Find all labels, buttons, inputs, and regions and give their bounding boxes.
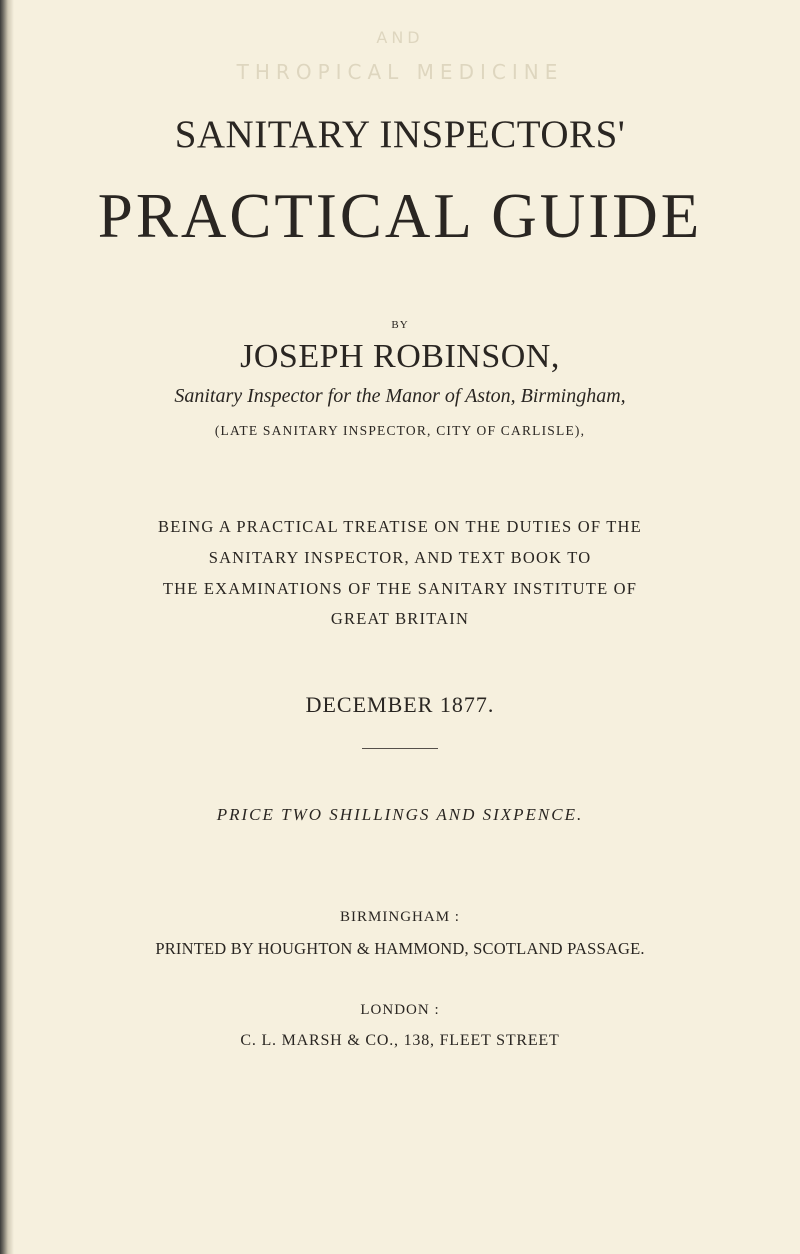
description-line-2: SANITARY INSPECTOR, AND TEXT BOOK TO [208,548,592,567]
library-stamp-line-1: AND [376,28,424,47]
author-name: JOSEPH ROBINSON, [240,338,560,375]
title-line-2: PRACTICAL GUIDE [97,181,703,251]
divider-rule [362,748,438,749]
imprint-printer: PRINTED BY HOUGHTON & HAMMOND, SCOTLAND PASSAGE. [155,939,645,958]
library-stamp-line-2: THROPICAL MEDICINE [236,60,564,84]
description-line-4: GREAT BRITAIN [330,609,470,628]
description-line-1: BEING A PRACTICAL TREATISE ON THE DUTIES OF THE [158,517,642,536]
publication-date: DECEMBER 1877. [305,692,495,717]
by-label: BY [391,319,409,331]
price-line: PRICE TWO SHILLINGS AND SIXPENCE. [216,805,584,824]
imprint-city-birmingham: BIRMINGHAM : [340,909,460,925]
author-former-role: (LATE SANITARY INSPECTOR, CITY OF CARLISLE), [214,423,586,438]
imprint-city-london: LONDON : [360,1002,440,1018]
author-role: Sanitary Inspector for the Manor of Aston, Birmingham, [174,385,626,407]
title-line-1: SANITARY INSPECTORS' [174,113,626,156]
description-line-3: THE EXAMINATIONS OF THE SANITARY INSTITUTE OF [162,579,638,598]
imprint-publisher: C. L. MARSH & CO., 138, FLEET STREET [240,1032,560,1049]
